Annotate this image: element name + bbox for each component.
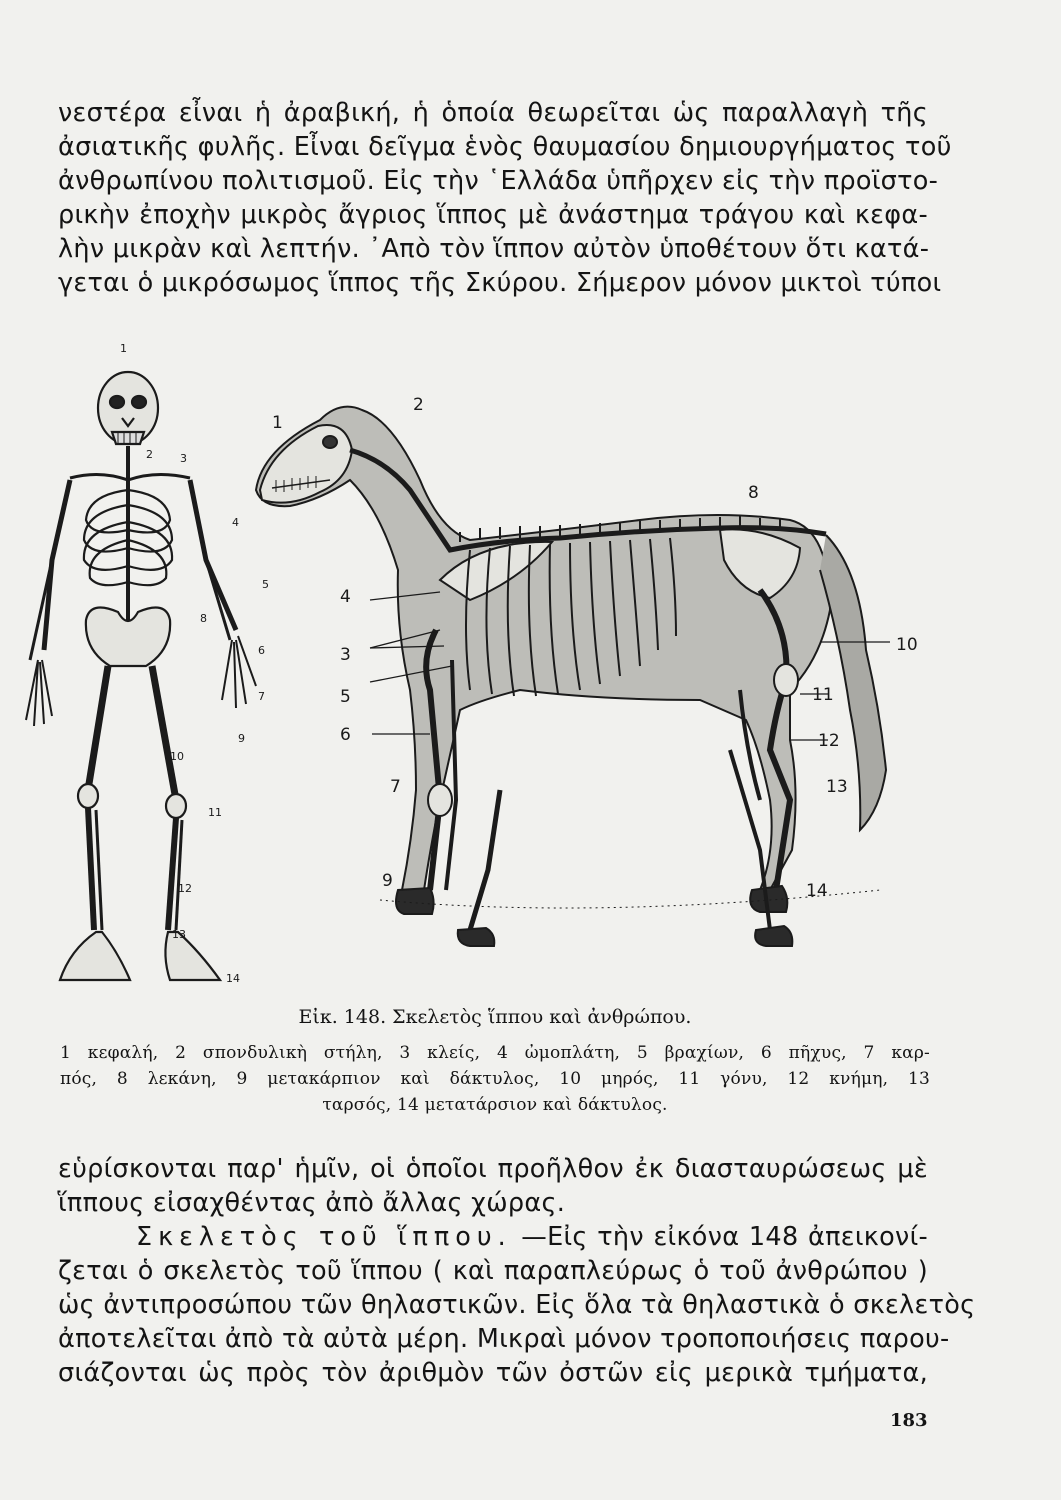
human-label-9: 9 [238, 732, 245, 745]
human-label-4: 4 [232, 516, 239, 529]
human-label-13: 13 [172, 928, 186, 941]
human-label-14: 14 [226, 972, 240, 985]
human-label-5: 5 [262, 578, 269, 591]
text-line: σιάζονται ὡς πρὸς τὸν ἀριθμὸν τῶν ὀστῶν εἰς μερικὰ τμήματα, [58, 1358, 928, 1388]
horse-label-13: 13 [826, 777, 848, 797]
legend-line: ταρσός, 14 μετατάρσιον καὶ δάκτυλος. [322, 1095, 668, 1115]
figure-caption-title: Εἰκ. 148. Σκελετὸς ἵππου καὶ ἀνθρώπου. [298, 1006, 692, 1028]
section-heading-rest: —Εἰς τὴν εἰκόνα 148 ἀπεικονί- [521, 1222, 929, 1252]
horse-label-4: 4 [340, 587, 351, 607]
figure-legend [60, 1040, 930, 1118]
horse-label-9: 9 [382, 871, 393, 891]
text-line: ὡς ἀντιπροσώπου τῶν θηλαστικῶν. Εἰς ὅλα τὰ θηλαστικὰ ὁ σκελετὸς [58, 1290, 976, 1320]
skeleton-figure [0, 330, 1061, 1010]
bottom-paragraph [58, 1152, 976, 1390]
horse-label-12: 12 [818, 731, 840, 751]
human-label-6: 6 [258, 644, 265, 657]
human-skeleton-illustration [26, 372, 256, 980]
top-paragraph [58, 96, 952, 300]
human-label-3: 3 [180, 452, 187, 465]
text-line: εὑρίσκονται παρ' ἡμῖν, οἱ ὁποῖοι προῆλθον ἐκ διασταυρώσεως μὲ [58, 1154, 928, 1184]
horse-label-8: 8 [748, 483, 759, 503]
legend-line: 1 κεφαλή, 2 σπονδυλικὴ στήλη, 3 κλείς, 4 ὠμοπλάτη, 5 βραχίων, 6 πῆχυς, 7 καρ- [60, 1043, 930, 1063]
horse-label-6: 6 [340, 725, 351, 745]
human-label-1: 1 [120, 342, 127, 355]
section-heading-line [58, 1220, 928, 1254]
text-line: ἵππους εἰσαχθέντας ἀπὸ ἄλλας χώρας. [58, 1188, 566, 1218]
horse-label-5: 5 [340, 687, 351, 707]
human-label-7: 7 [258, 690, 265, 703]
text-line: ἀποτελεῖται ἀπὸ τὰ αὐτὰ μέρη. Μικραὶ μόνον τροποποιήσεις παρου- [58, 1324, 950, 1354]
text-line: λὴν μικρὰν καὶ λεπτήν. ᾿Απὸ τὸν ἵππον αὐτὸν ὑποθέτουν ὅτι κατά- [58, 234, 930, 264]
human-label-11: 11 [208, 806, 222, 819]
section-heading: Σκελετὸς τοῦ ἵππου. [136, 1222, 512, 1252]
text-line: νεστέρα εἶναι ἡ ἀραβική, ἡ ὁποία θεωρεῖται ὡς παραλλαγὴ τῆς [58, 98, 928, 128]
human-label-12: 12 [178, 882, 192, 895]
text-line: ἀνθρωπίνου πολιτισμοῦ. Εἰς τὴν ῾Ελλάδα ὑπῆρχεν εἰς τὴν προϊστο- [58, 166, 939, 196]
text-line: ρικὴν ἐποχὴν μικρὸς ἄγριος ἵππος μὲ ἀνάστημα τράγου καὶ κεφα- [58, 200, 928, 230]
text-line: ζεται ὁ σκελετὸς τοῦ ἵππου ( καὶ παραπλεύρως ὁ τοῦ ἀνθρώπου ) [58, 1256, 928, 1286]
human-label-10: 10 [170, 750, 184, 763]
human-label-8: 8 [200, 612, 207, 625]
horse-label-2: 2 [413, 395, 424, 415]
horse-label-1: 1 [272, 413, 283, 433]
horse-label-11: 11 [812, 685, 834, 705]
text-line: γεται ὁ μικρόσωμος ἵππος τῆς Σκύρου. Σήμερον μόνον μικτοὶ τύποι [58, 268, 942, 298]
horse-label-10: 10 [896, 635, 918, 655]
horse-label-14: 14 [806, 881, 828, 901]
horse-skeleton-illustration [256, 407, 886, 946]
page-number: 183 [890, 1410, 928, 1431]
horse-label-3: 3 [340, 645, 351, 665]
human-label-2: 2 [146, 448, 153, 461]
text-line: ἀσιατικῆς φυλῆς. Εἶναι δεῖγμα ἑνὸς θαυμασίου δημιουργήματος τοῦ [58, 132, 952, 162]
legend-line: πός, 8 λεκάνη, 9 μετακάρπιον καὶ δάκτυλος, 10 μηρός, 11 γόνυ, 12 κνήμη, 13 [60, 1069, 930, 1089]
horse-label-7: 7 [390, 777, 401, 797]
